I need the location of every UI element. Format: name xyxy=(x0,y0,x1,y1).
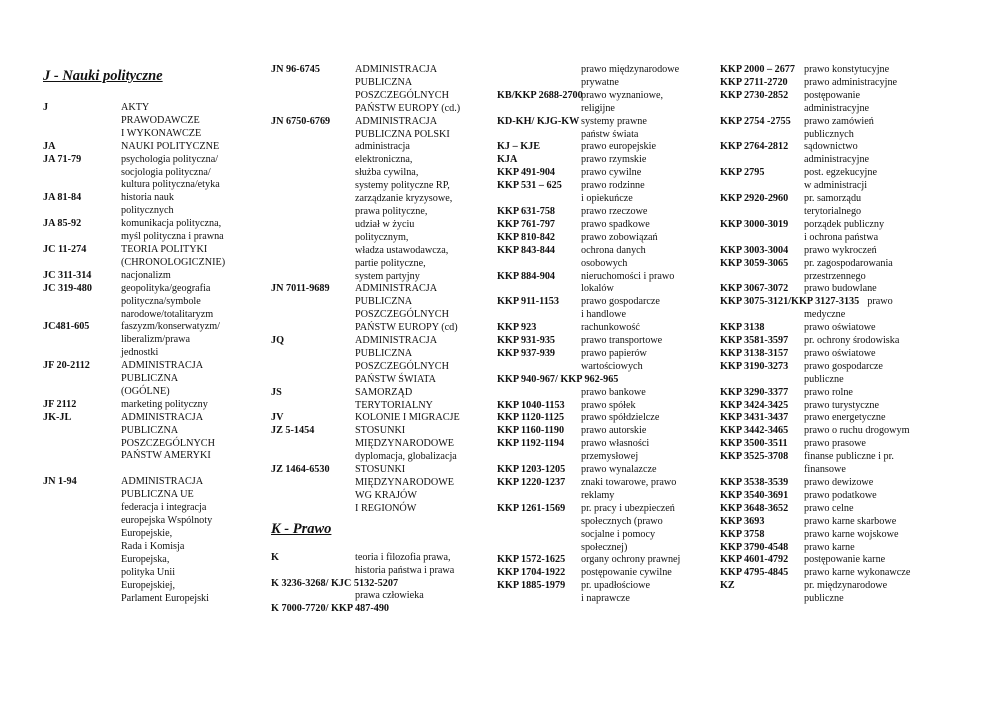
index-entry xyxy=(497,425,712,438)
index-entry xyxy=(497,580,712,606)
entry-code: JA 71-79 xyxy=(43,153,82,165)
entry-desc: prawo gospodarcze publiczne xyxy=(804,360,883,385)
index-entry xyxy=(720,167,960,193)
column-kkp-kz xyxy=(720,64,960,606)
index-entry xyxy=(43,192,243,218)
index-entries xyxy=(720,64,960,296)
entry-desc: komunikacja polityczna, myśl polityczna i prawna xyxy=(121,218,224,243)
index-entry xyxy=(720,283,960,296)
entry-desc: prawo energetyczne xyxy=(804,412,886,424)
index-entry xyxy=(720,258,960,284)
entry-desc: prawo karne wykonawcze xyxy=(804,567,911,579)
index-entry xyxy=(720,542,960,555)
entry-code: KKP 2754 -2755 xyxy=(720,115,791,127)
entry-desc: prawo oświatowe xyxy=(804,322,876,334)
section-heading-k: K - Prawo xyxy=(271,520,332,537)
index-entry xyxy=(720,348,960,361)
index-entries xyxy=(497,400,712,607)
entry-desc: pr. międzynarodowe publiczne xyxy=(804,580,888,605)
index-entry xyxy=(720,477,960,490)
entry-code: KKP 1160-1190 xyxy=(497,425,565,437)
entry-code: JZ 1464-6530 xyxy=(271,464,330,476)
entry-desc: prawo turystyczne xyxy=(804,399,879,411)
entry-desc: postępowanie administracyjne xyxy=(804,89,870,114)
entry-code: KKP 884-904 xyxy=(497,270,556,282)
index-entry xyxy=(271,283,491,335)
entry-desc: znaki towarowe, prawo reklamy xyxy=(581,477,677,501)
column-kb-kkp xyxy=(497,64,712,606)
entry-desc: prawo konstytucyjne xyxy=(804,64,890,75)
index-entry xyxy=(720,425,960,438)
entry-code: KKP 1885-1979 xyxy=(497,580,566,592)
entry-desc: finanse publiczne i pr. finansowe xyxy=(804,451,894,476)
index-entry xyxy=(271,464,491,516)
entry-desc: prawo podatkowe xyxy=(804,489,877,501)
index-entry xyxy=(497,348,712,374)
entry-desc: prawo międzynarodowe prywatne xyxy=(581,64,680,88)
index-entry xyxy=(497,141,712,154)
entry-desc: prawo karne skarbowe xyxy=(804,515,897,527)
entry-desc: prawo bankowe xyxy=(581,386,646,398)
entry-desc: faszyzm/konserwatyzm/ liberalizm/prawa jednostki xyxy=(121,321,221,359)
entry-desc: postępowanie cywilne xyxy=(581,567,672,579)
entry-desc: prawo wyznaniowe, religijne xyxy=(581,89,664,114)
index-entry xyxy=(43,141,243,154)
entry-code: KKP 1572-1625 xyxy=(497,554,566,566)
entry-desc: medyczne xyxy=(804,309,846,321)
entry-desc: rachunkowość xyxy=(581,322,640,334)
entry-code: KKP 3540-3691 xyxy=(720,489,789,501)
index-entries xyxy=(271,552,491,578)
entry-code: KKP 3581-3597 xyxy=(720,335,789,347)
entry-desc: pr. ochrony środowiska xyxy=(804,335,900,347)
index-entries xyxy=(497,90,712,374)
entry-code: KKP 3003-3004 xyxy=(720,244,789,256)
entry-code: KKP 631-758 xyxy=(497,205,556,217)
index-entry xyxy=(271,335,491,387)
entry-code: KKP 3138 xyxy=(720,322,765,334)
entry-desc: nieruchomości i prawo lokalów xyxy=(581,270,675,295)
entry-code: J xyxy=(43,102,49,113)
entry-code: KKP 4601-4792 xyxy=(720,554,789,566)
entry-code: KKP 1192-1194 xyxy=(497,438,565,450)
index-entry xyxy=(720,490,960,503)
entry-desc: historia nauk politycznych xyxy=(121,192,174,217)
entry-desc: prawo cywilne xyxy=(581,167,642,179)
entry-code: KKP 1040-1153 xyxy=(497,399,565,411)
entry-code: JF 2112 xyxy=(43,398,77,410)
index-entry xyxy=(497,322,712,335)
index-entry xyxy=(497,554,712,567)
entry-code: JA xyxy=(43,140,56,152)
index-entry xyxy=(720,387,960,400)
index-entry xyxy=(43,412,243,464)
entry-code: KKP 491-904 xyxy=(497,167,556,179)
entry-code: JS xyxy=(271,386,282,398)
index-entry xyxy=(720,296,960,309)
entry-desc: prawo celne xyxy=(804,502,854,514)
entry-code: KZ xyxy=(720,580,735,592)
entry-desc: systemy prawne państw świata xyxy=(581,115,647,140)
entry-desc: prawa człowieka xyxy=(355,590,424,602)
entry-desc: prawo prasowe xyxy=(804,438,866,450)
entry-code: KKP 1203-1205 xyxy=(497,464,566,476)
entry-code: KKP 3538-3539 xyxy=(720,477,789,488)
index-entry xyxy=(720,361,960,387)
index-entry xyxy=(497,400,712,413)
index-entry xyxy=(720,335,960,348)
entry-desc: prawo zamówień publicznych xyxy=(804,115,874,140)
entry-desc: ADMINISTRACJA PUBLICZNA POSZCZEGÓLNYCH PAŃSTW EUROPY (cd) xyxy=(355,283,458,334)
entry-desc: porządek publiczny i ochrona państwa xyxy=(804,218,885,243)
entry-desc: prawo spółek xyxy=(581,399,636,411)
entry-code: K xyxy=(271,551,279,563)
entry-code: JN 7011-9689 xyxy=(271,283,330,295)
index-entry xyxy=(497,232,712,245)
entry-desc: pr. samorządu terytorialnego xyxy=(804,193,862,217)
entry-code: JA 85-92 xyxy=(43,218,82,230)
entry-code: KKP 3648-3652 xyxy=(720,502,789,514)
entry-code: KKP 911-1153 xyxy=(497,296,559,308)
index-entry xyxy=(497,271,712,297)
index-entry xyxy=(271,412,491,425)
entry-desc: prawo wykroczeń xyxy=(804,244,877,256)
entry-code: K 7000-7720/ KKP 487-490 xyxy=(271,603,390,615)
entry-desc: prawo rzeczowe xyxy=(581,205,648,217)
column-jn-k xyxy=(271,64,491,616)
index-entry xyxy=(497,438,712,464)
index-entry xyxy=(271,387,491,413)
entry-desc: ADMINISTRACJA PUBLICZNA POSZCZEGÓLNYCH PAŃSTW AMERYKI xyxy=(121,411,215,462)
entry-code: KKP 2711-2720 xyxy=(720,76,788,88)
index-entry xyxy=(720,451,960,477)
index-entry xyxy=(43,102,243,141)
entry-code: KKP 3442-3465 xyxy=(720,425,789,437)
index-entry xyxy=(720,77,960,90)
entry-desc: prawo spadkowe xyxy=(581,218,650,230)
index-entry xyxy=(720,554,960,567)
index-entry xyxy=(43,244,243,270)
entry-code: KKP 3075-3121/KKP 3127-3135 xyxy=(720,296,860,308)
index-entry xyxy=(720,412,960,425)
entry-code: KKP 3067-3072 xyxy=(720,283,789,295)
entry-code: JC 311-314 xyxy=(43,269,92,281)
entry-desc: SAMORZĄD TERYTORIALNY xyxy=(355,386,433,411)
entry-desc: ADMINISTRACJA PUBLICZNA UE federacja i integracja europejska Wspólnoty Europejskie, Rada i Komisja Europejska, polityka Unii Europejskiej, Parlament Europejski xyxy=(121,476,213,604)
entry-desc: prawo rolne xyxy=(804,386,853,398)
index-entry xyxy=(497,296,712,322)
entry-code: KKP 2920-2960 xyxy=(720,193,789,205)
entry-code: KKP 2000 – 2677 xyxy=(720,64,795,75)
entry-code: JK-JL xyxy=(43,411,72,423)
index-entry xyxy=(720,580,960,606)
entry-code: JN 1-94 xyxy=(43,476,77,488)
index-entry xyxy=(497,503,712,555)
entry-code: KKP 3693 xyxy=(720,515,765,527)
index-entry xyxy=(720,567,960,580)
entry-code: KKP 761-797 xyxy=(497,218,556,230)
entry-desc: prawo papierów wartościowych xyxy=(581,347,647,372)
entry-code: KKP 531 – 625 xyxy=(497,180,562,192)
index-entry xyxy=(497,567,712,580)
entry-code: KKP 2730-2852 xyxy=(720,89,789,101)
index-entry xyxy=(43,360,243,399)
entry-code: KKP 940-967/ KKP 962-965 xyxy=(497,373,619,385)
entry-code: KKP 3790-4548 xyxy=(720,541,789,553)
index-entry xyxy=(497,167,712,180)
entry-code: KKP 3525-3708 xyxy=(720,451,789,463)
index-entry xyxy=(43,283,243,322)
entry-code: KKP 923 xyxy=(497,322,537,334)
index-entry xyxy=(497,219,712,232)
index-entry xyxy=(497,477,712,503)
entry-desc: prawo spółdzielcze xyxy=(581,412,660,424)
entry-code: KKP 1261-1569 xyxy=(497,502,566,514)
entry-code: KB/KKP 2688-2700 xyxy=(497,89,583,101)
entry-desc: STOSUNKI MIĘDZYNARODOWE WG KRAJÓW I REGIONÓW xyxy=(355,464,455,514)
entry-desc: prawo dewizowe xyxy=(804,477,874,488)
entry-desc: prawo administracyjne xyxy=(804,76,898,88)
entry-code: JF 20-2112 xyxy=(43,360,90,372)
entry-code: KKP 3290-3377 xyxy=(720,386,789,398)
index-entry xyxy=(497,412,712,425)
entry-desc: ADMINISTRACJA PUBLICZNA POLSKI administracja elektroniczna, służba cywilna, systemy polityczne RP, zarządzanie kryzysowe, prawa polityczne, udział w życiu politycznym, władza ustawodawcza, partie polityczne, system partyjny xyxy=(355,115,453,282)
index-entry xyxy=(497,154,712,167)
entry-desc: sądownictwo administracyjne xyxy=(804,141,870,166)
entry-code: KKP 3059-3065 xyxy=(720,257,789,269)
index-entry xyxy=(497,180,712,206)
index-entry xyxy=(720,400,960,413)
index-entry xyxy=(43,476,243,605)
index-entries xyxy=(271,64,491,516)
entry-code: KKP 3758 xyxy=(720,528,765,540)
entry-code: K 3236-3268/ KJC 5132-5207 xyxy=(271,577,399,589)
entry-code: KD-KH/ KJG-KW xyxy=(497,115,580,127)
entry-desc: KOLONIE I MIGRACJE xyxy=(355,412,460,424)
index-entry xyxy=(43,321,243,360)
entry-code: KKP 3424-3425 xyxy=(720,399,789,411)
entry-desc: NAUKI POLITYCZNE xyxy=(121,140,220,152)
index-entry xyxy=(720,438,960,451)
entry-desc: post. egzekucyjne w administracji xyxy=(804,167,877,192)
column-j-nauki-polityczne xyxy=(43,64,243,605)
index-entry xyxy=(720,219,960,245)
entry-code: KKP 931-935 xyxy=(497,335,556,347)
index-entry xyxy=(43,154,243,193)
entry-desc: prawo gospodarcze i handlowe xyxy=(581,296,660,321)
entry-desc: ochrona danych osobowych xyxy=(581,244,646,269)
index-entry xyxy=(720,529,960,542)
entry-desc: organy ochrony prawnej xyxy=(581,554,681,566)
index-entry xyxy=(497,90,712,116)
entry-code: JC481-605 xyxy=(43,321,90,333)
entry-desc: prawo oświatowe xyxy=(804,347,876,359)
index-entry xyxy=(720,193,960,219)
entry-desc: prawo rzymskie xyxy=(581,154,647,166)
entry-code: KKP 810-842 xyxy=(497,231,556,243)
index-entry xyxy=(271,64,491,116)
entry-code: JC 11-274 xyxy=(43,243,87,255)
entry-code: KKP 3138-3157 xyxy=(720,347,789,359)
index-entry xyxy=(720,245,960,258)
entry-desc: prawo xyxy=(867,296,893,308)
entry-desc: ADMINISTRACJA PUBLICZNA (OGÓLNE) xyxy=(121,360,204,397)
index-entry xyxy=(497,245,712,271)
entry-desc: prawo europejskie xyxy=(581,141,656,153)
index-entry xyxy=(720,503,960,516)
entry-code: KKP 1220-1237 xyxy=(497,477,566,488)
index-entry xyxy=(43,399,243,412)
index-entry xyxy=(720,141,960,167)
entry-code: KKP 3190-3273 xyxy=(720,360,789,372)
index-entry xyxy=(271,425,491,464)
index-entry xyxy=(720,90,960,116)
entry-desc: prawo wynalazcze xyxy=(581,464,657,476)
entry-desc: pr. zagospodarowania przestrzennego xyxy=(804,257,893,282)
index-entry xyxy=(43,270,243,283)
entry-code: KKP 843-844 xyxy=(497,244,556,256)
entry-desc: prawo budowlane xyxy=(804,283,877,295)
entry-code: KKP 1120-1125 xyxy=(497,412,565,424)
index-entry xyxy=(497,464,712,477)
section-heading-j: J - Nauki polityczne xyxy=(43,68,163,84)
entry-code: JQ xyxy=(271,335,285,347)
entry-desc: psychologia polityczna/ socjologia polityczna/ kultura polityczna/etyka xyxy=(121,153,220,191)
entry-desc: AKTY PRAWODAWCZE I WYKONAWCZE xyxy=(121,102,202,139)
entry-desc: nacjonalizm xyxy=(121,269,171,281)
index-entry xyxy=(497,116,712,142)
entry-desc: ADMINISTRACJA PUBLICZNA POSZCZEGÓLNYCH PAŃSTW EUROPY (cd.) xyxy=(355,64,461,114)
entry-desc: prawo rodzinne i opiekuńcze xyxy=(581,180,645,205)
entry-code: KKP 3000-3019 xyxy=(720,218,789,230)
entry-desc: TEORIA POLITYKI (CHRONOLOGICZNIE) xyxy=(121,243,226,268)
index-entry xyxy=(720,322,960,335)
entry-desc: pr. pracy i ubezpieczeń społecznych (prawo socjalne i pomocy społecznej) xyxy=(581,502,675,553)
entry-desc: teoria i filozofia prawa, historia państwa i prawa xyxy=(355,551,455,576)
entry-desc: geopolityka/geografia polityczna/symbole narodowe/totalitaryzm xyxy=(121,282,214,320)
entry-desc: STOSUNKI MIĘDZYNARODOWE dyplomacja, globalizacja xyxy=(355,425,457,463)
entry-desc: prawo o ruchu drogowym xyxy=(804,425,910,437)
entry-desc: prawo karne wojskowe xyxy=(804,528,899,540)
entry-desc: prawo autorskie xyxy=(581,425,647,437)
index-entry xyxy=(271,116,491,284)
index-entry xyxy=(720,516,960,529)
entry-code: KKP 2764-2812 xyxy=(720,141,789,153)
entry-code: KKP 4795-4845 xyxy=(720,567,789,579)
index-entries xyxy=(720,322,960,606)
index-entry xyxy=(497,335,712,348)
entry-desc: pr. upadłościowe i naprawcze xyxy=(581,580,651,605)
entry-desc: prawo zobowiązań xyxy=(581,231,658,243)
entry-code: JC 319-480 xyxy=(43,282,92,294)
entry-desc: ADMINISTRACJA PUBLICZNA POSZCZEGÓLNYCH PAŃSTW ŚWIATA xyxy=(355,335,449,385)
entry-code: JN 6750-6769 xyxy=(271,115,331,127)
entry-code: KKP 937-939 xyxy=(497,347,556,359)
entry-code: KKP 2795 xyxy=(720,167,765,179)
entry-desc: prawo karne xyxy=(804,541,855,553)
entry-code: KJ – KJE xyxy=(497,141,541,153)
index-entry xyxy=(720,116,960,142)
entry-desc: prawo własności przemysłowej xyxy=(581,438,650,463)
entry-code: JN 96-6745 xyxy=(271,64,320,75)
entry-code: KJA xyxy=(497,154,518,166)
index-entry xyxy=(271,552,491,578)
entry-code: KKP 3431-3437 xyxy=(720,412,789,424)
entry-code: JA 81-84 xyxy=(43,192,82,204)
index-entry xyxy=(497,206,712,219)
entry-desc: postępowanie karne xyxy=(804,554,886,566)
entry-code: KKP 3500-3511 xyxy=(720,438,788,450)
entry-code: JZ 5-1454 xyxy=(271,425,315,437)
entry-desc: marketing polityczny xyxy=(121,398,208,410)
index-entries xyxy=(43,102,243,605)
entry-code: JV xyxy=(271,412,284,424)
entry-code: KKP 1704-1922 xyxy=(497,567,566,579)
index-entry xyxy=(43,218,243,244)
entry-desc: prawo transportowe xyxy=(581,335,663,347)
index-entry xyxy=(720,64,960,77)
